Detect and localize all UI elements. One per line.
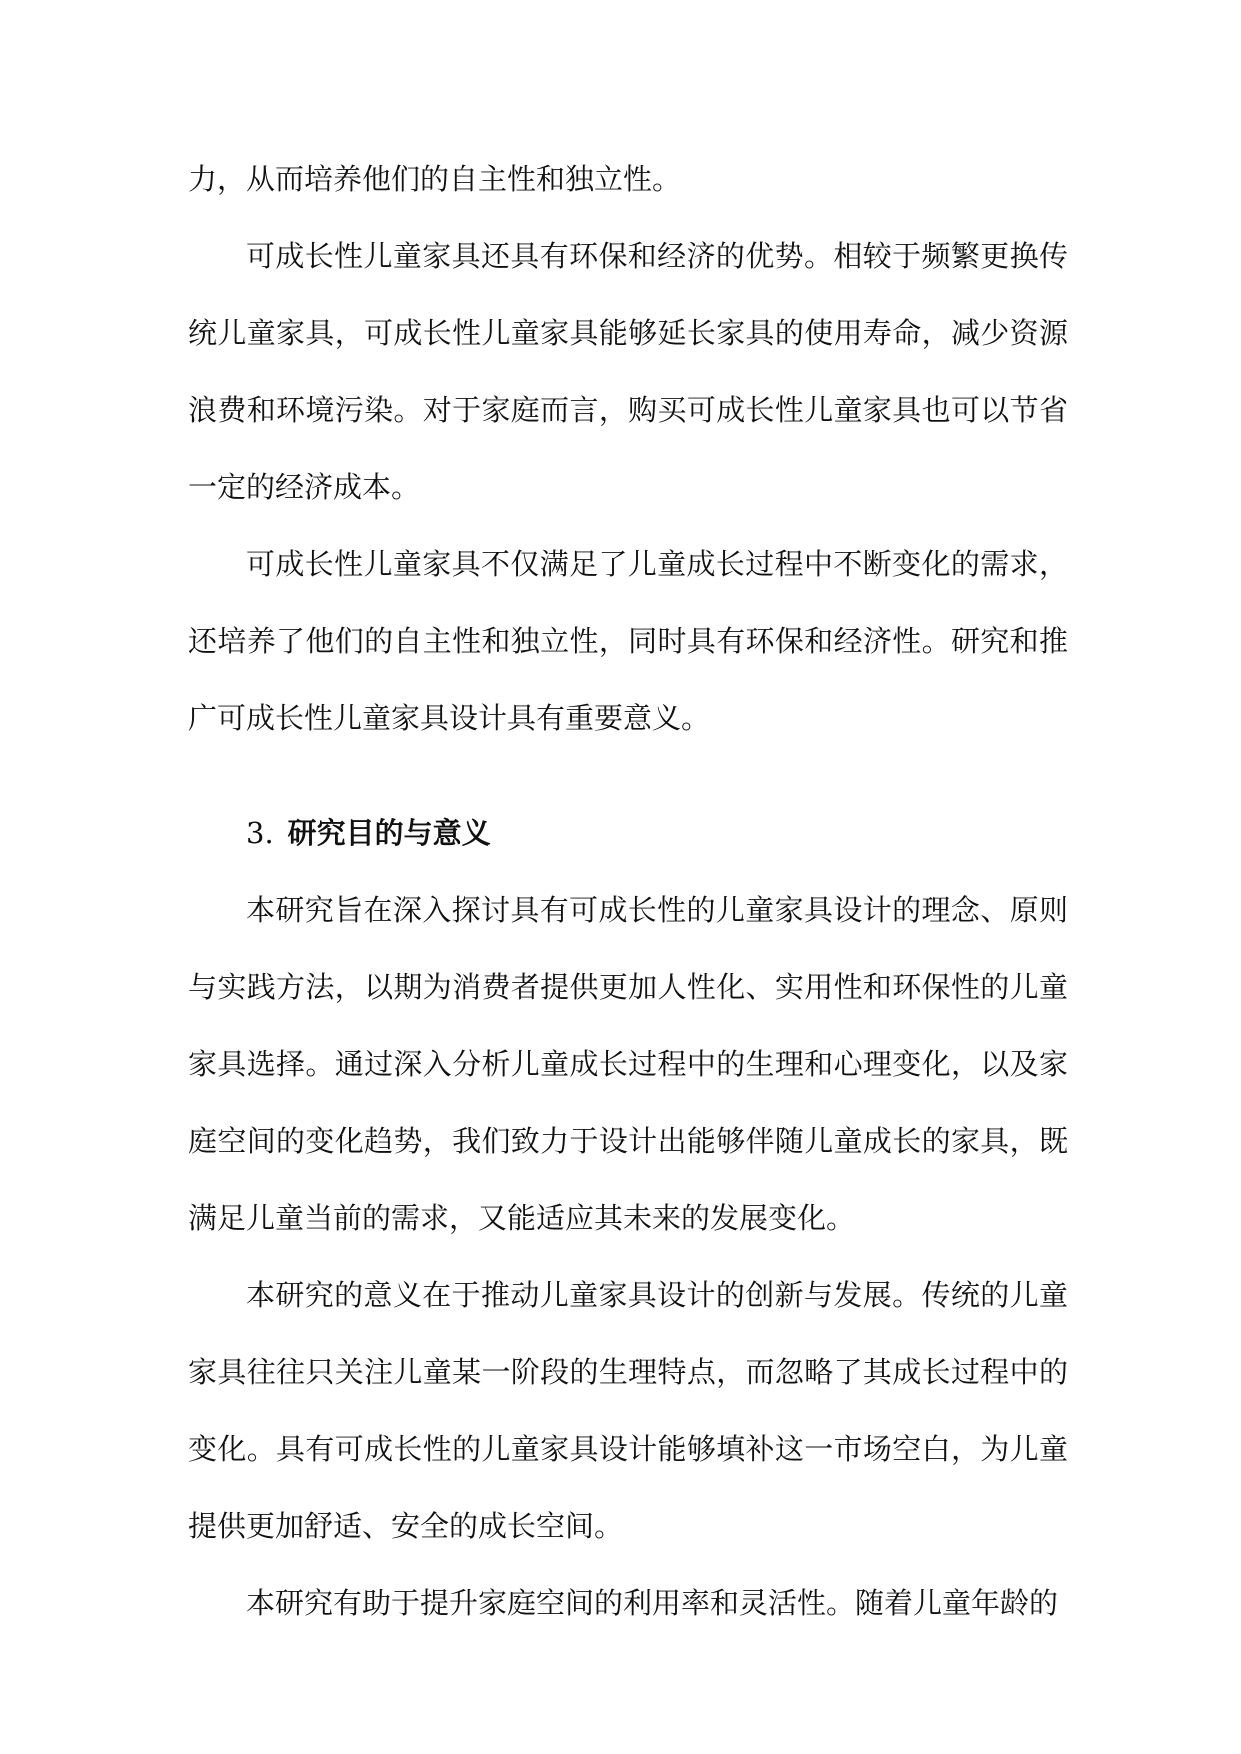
paragraph-eco-advantage: 可成长性儿童家具还具有环保和经济的优势。相较于频繁更换传统儿童家具，可成长性儿童家具能够延长家具的使用寿命，减少资源浪费和环境污染。对于家庭而言，购买可成长性儿童家具也可以节省一定的经济成本。 [188, 239, 1068, 504]
paragraph-research-aim: 本研究旨在深入探讨具有可成长性的儿童家具设计的理念、原则与实践方法，以期为消费者提供更加人性化、实用性和环保性的儿童家具选择。通过深入分析儿童成长过程中的生理和心理变化，以及家庭空间的变化趋势，我们致力于设计出能够伴随儿童成长的家具，既满足儿童当前的需求，又能适应其未来的发展变化。 [188, 893, 1068, 1235]
paragraph-space-utilization: 本研究有助于提升家庭空间的利用率和灵活性。随着儿童年龄的 [246, 1586, 1059, 1620]
section-heading [188, 795, 1068, 872]
section-number: 3. [246, 816, 274, 850]
continued-paragraph: 力，从而培养他们的自主性和独立性。 [188, 162, 682, 196]
document-body [188, 141, 1068, 1642]
paragraph-research-significance: 本研究的意义在于推动儿童家具设计的创新与发展。传统的儿童家具往往只关注儿童某一阶段的生理特点，而忽略了其成长过程中的变化。具有可成长性的儿童家具设计能够填补这一市场空白，为儿童提供更加舒适、安全的成长空间。 [188, 1278, 1068, 1543]
paragraph-summary: 可成长性儿童家具不仅满足了儿童成长过程中不断变化的需求，还培养了他们的自主性和独立性，同时具有环保和经济性。研究和推广可成长性儿童家具设计具有重要意义。 [188, 547, 1068, 735]
section-title: 研究目的与意义 [287, 816, 491, 850]
